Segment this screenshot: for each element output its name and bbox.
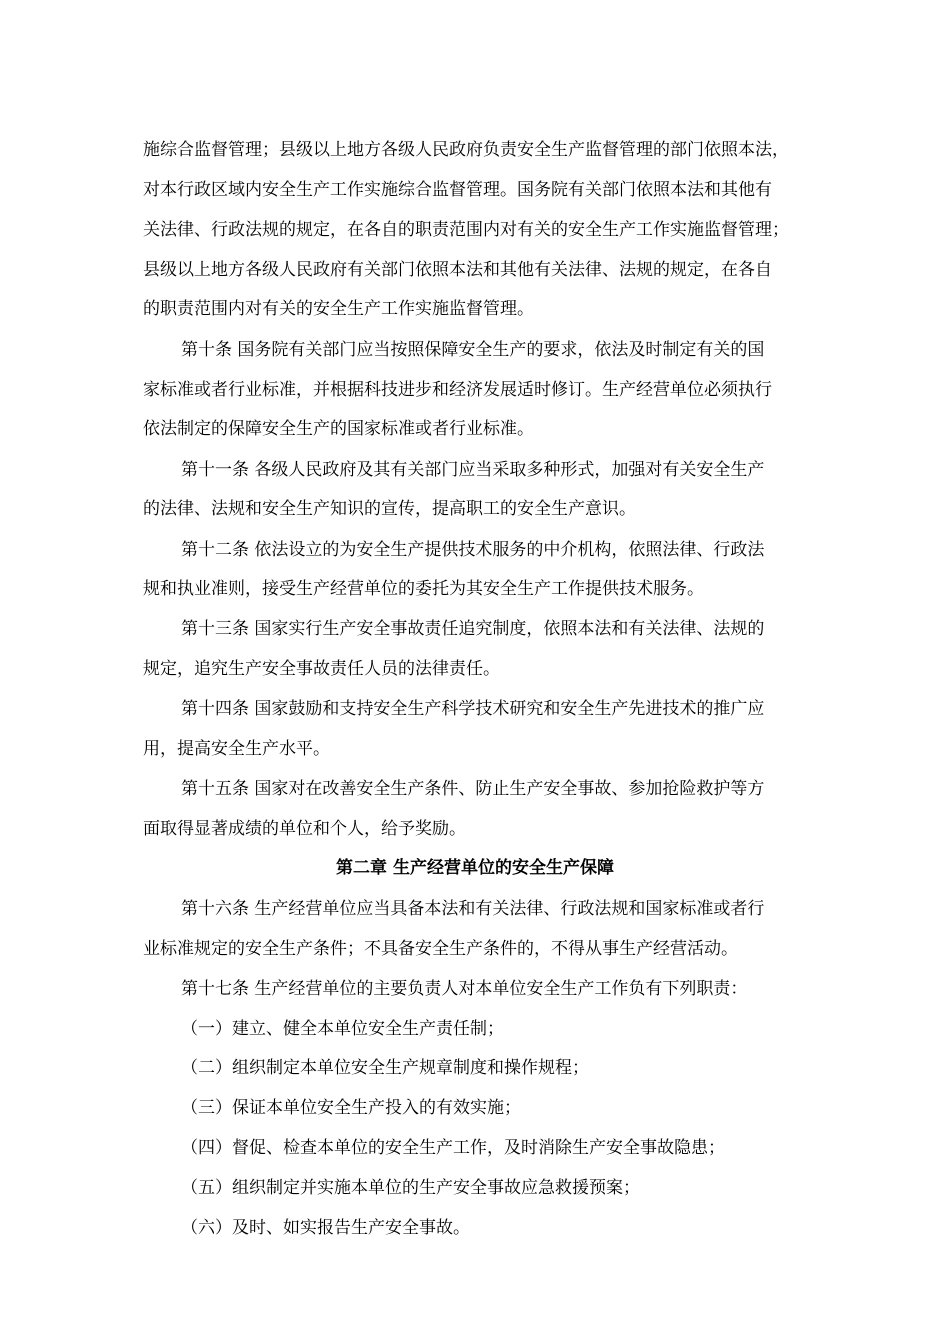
list-item: （三）保证本单位安全生产投入的有效实施； [181, 1098, 521, 1118]
paragraph-line: 业标准规定的安全生产条件；不具备安全生产条件的，不得从事生产经营活动。 [143, 939, 738, 959]
paragraph-line: 依法制定的保障安全生产的国家标准或者行业标准。 [143, 419, 534, 439]
article-12-line: 第十二条 依法设立的为安全生产提供技术服务的中介机构，依照法律、行政法 [181, 540, 765, 560]
article-17-line: 第十七条 生产经营单位的主要负责人对本单位安全生产工作负有下列职责： [181, 979, 748, 999]
article-14-line: 第十四条 国家鼓励和支持安全生产科学技术研究和安全生产先进技术的推广应 [181, 699, 765, 719]
list-item: （四）督促、检查本单位的安全生产工作，及时消除生产安全事故隐患； [181, 1138, 725, 1158]
article-13-line: 第十三条 国家实行生产安全事故责任追究制度，依照本法和有关法律、法规的 [181, 619, 765, 639]
list-item: （五）组织制定并实施本单位的生产安全事故应急救援预案； [181, 1178, 640, 1198]
list-item: （二）组织制定本单位安全生产规章制度和操作规程； [181, 1058, 589, 1078]
paragraph-line: 家标准或者行业标准，并根据科技进步和经济发展适时修订。生产经营单位必须执行 [143, 380, 772, 400]
paragraph-line: 对本行政区域内安全生产工作实施综合监督管理。国务院有关部门依照本法和其他有 [143, 180, 772, 200]
paragraph-line: 的法律、法规和安全生产知识的宣传，提高职工的安全生产意识。 [143, 499, 636, 519]
article-10-line: 第十条 国务院有关部门应当按照保障安全生产的要求，依法及时制定有关的国 [181, 340, 765, 360]
paragraph-line: 用，提高安全生产水平。 [143, 739, 330, 759]
article-15-line: 第十五条 国家对在改善安全生产条件、防止生产安全事故、参加抢险救护等方 [181, 779, 765, 799]
list-item: （一）建立、健全本单位安全生产责任制； [181, 1019, 504, 1039]
article-11-line: 第十一条 各级人民政府及其有关部门应当采取多种形式，加强对有关安全生产 [181, 460, 765, 480]
paragraph-line: 关法律、行政法规的规定，在各自的职责范围内对有关的安全生产工作实施监督管理； [143, 220, 789, 240]
paragraph-line: 县级以上地方各级人民政府有关部门依照本法和其他有关法律、法规的规定，在各自 [143, 260, 772, 280]
paragraph-line: 施综合监督管理；县级以上地方各级人民政府负责安全生产监督管理的部门依照本法， [143, 140, 789, 160]
paragraph-line: 的职责范围内对有关的安全生产工作实施监督管理。 [143, 299, 534, 319]
list-item: （六）及时、如实报告生产安全事故。 [181, 1218, 470, 1238]
chapter-heading: 第二章 生产经营单位的安全生产保障 [336, 858, 614, 878]
paragraph-line: 规定，追究生产安全事故责任人员的法律责任。 [143, 659, 500, 679]
paragraph-line: 面取得显著成绩的单位和个人，给予奖励。 [143, 819, 466, 839]
article-16-line: 第十六条 生产经营单位应当具备本法和有关法律、行政法规和国家标准或者行 [181, 899, 765, 919]
paragraph-line: 规和执业准则，接受生产经营单位的委托为其安全生产工作提供技术服务。 [143, 579, 704, 599]
